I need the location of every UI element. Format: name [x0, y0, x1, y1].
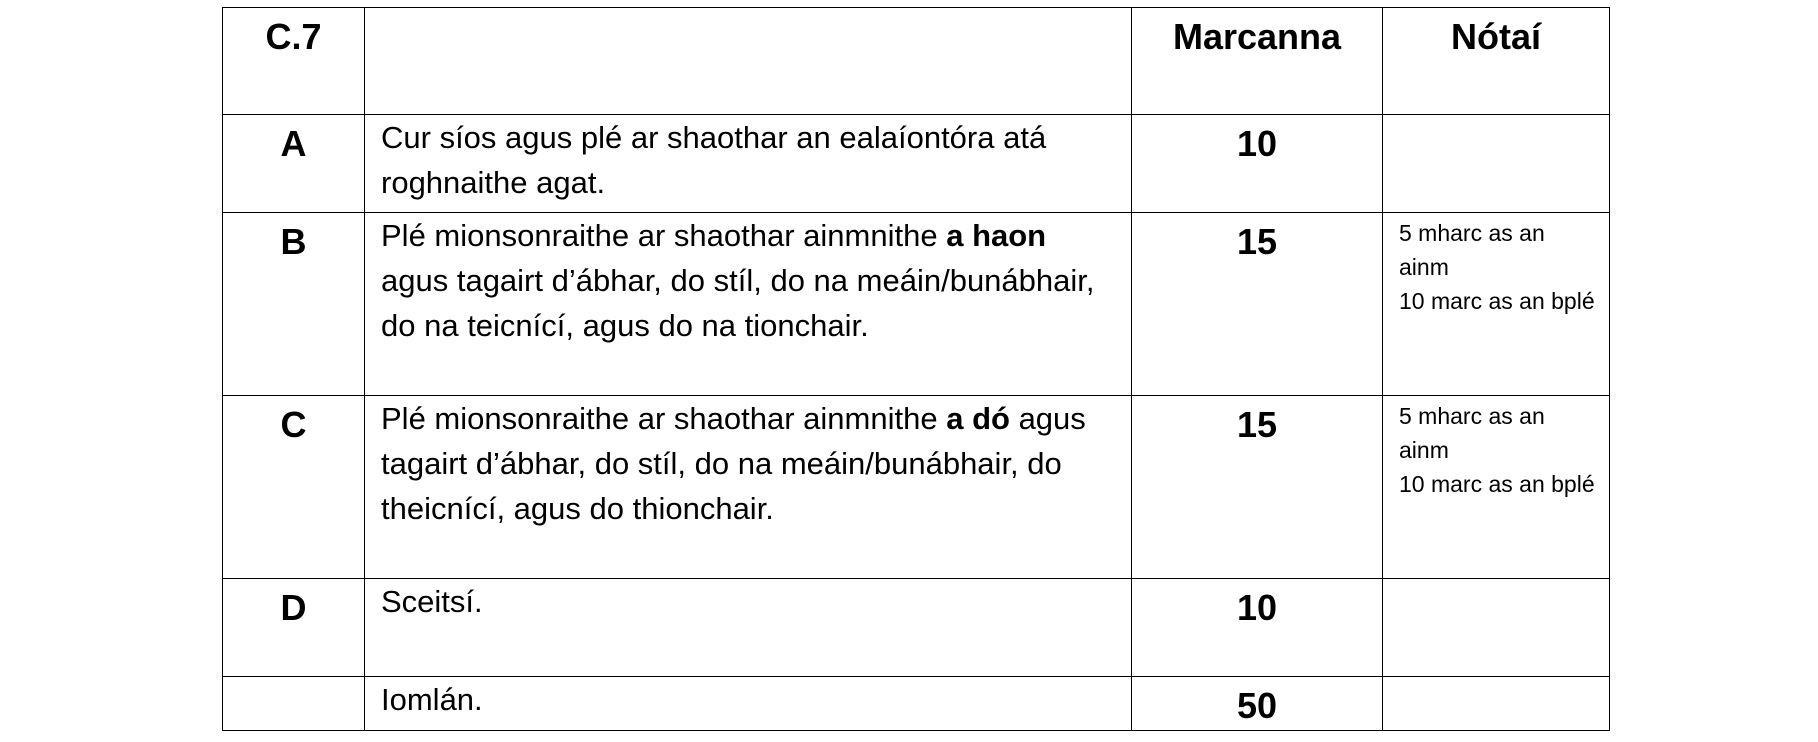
part-description: [365, 396, 1132, 579]
part-label: [223, 677, 365, 731]
description-text: Iomlán.: [381, 682, 483, 717]
part-notes: [1383, 579, 1610, 677]
table-row: [223, 579, 1610, 677]
description-text: Sceitsí.: [381, 584, 483, 619]
part-marks: 15: [1132, 213, 1383, 396]
description-text: Plé mionsonraithe ar shaothar ainmnithe: [381, 218, 947, 253]
part-notes: [1383, 677, 1610, 731]
part-marks: 15: [1132, 396, 1383, 579]
note-line: 10 marc as an bplé: [1399, 288, 1595, 314]
part-notes: [1383, 396, 1610, 579]
part-label: B: [223, 213, 365, 396]
marking-scheme-table: [222, 7, 1610, 731]
description-text-rest: agus tagairt d’ábhar, do stíl, do na meáin/bunábhair, do na teicnící, agus do na tionchair.: [381, 263, 1095, 343]
part-label: C: [223, 396, 365, 579]
note-line: 10 marc as an bplé: [1399, 471, 1595, 497]
notes-column-header: Nótaí: [1383, 8, 1610, 115]
total-label: [365, 677, 1132, 731]
header-description-cell: [365, 8, 1132, 115]
part-label: A: [223, 115, 365, 213]
note-line: 5 mharc as an ainm: [1399, 403, 1545, 463]
description-text-rest: agus tagairt d’ábhar, do stíl, do na meáin/bunábhair, do theicnící, agus do thionchair.: [381, 401, 1086, 526]
table-header-row: [223, 8, 1610, 115]
part-description: [365, 115, 1132, 213]
part-notes: [1383, 213, 1610, 396]
part-description: [365, 213, 1132, 396]
description-text: Cur síos agus plé ar shaothar an ealaíontóra atá roghnaithe agat.: [381, 120, 1047, 200]
part-marks: 10: [1132, 579, 1383, 677]
table-row: [223, 213, 1610, 396]
table-row: [223, 396, 1610, 579]
description-emphasis: a haon: [946, 218, 1047, 253]
description-text: Plé mionsonraithe ar shaothar ainmnithe: [381, 401, 947, 436]
table-row: [223, 115, 1610, 213]
marks-column-header: Marcanna: [1132, 8, 1383, 115]
part-marks: 10: [1132, 115, 1383, 213]
part-label: D: [223, 579, 365, 677]
description-emphasis: a dó: [946, 401, 1010, 436]
total-marks: 50: [1132, 677, 1383, 731]
part-description: [365, 579, 1132, 677]
part-notes: [1383, 115, 1610, 213]
total-row: [223, 677, 1610, 731]
question-number: C.7: [223, 8, 365, 115]
note-line: 5 mharc as an ainm: [1399, 220, 1545, 280]
